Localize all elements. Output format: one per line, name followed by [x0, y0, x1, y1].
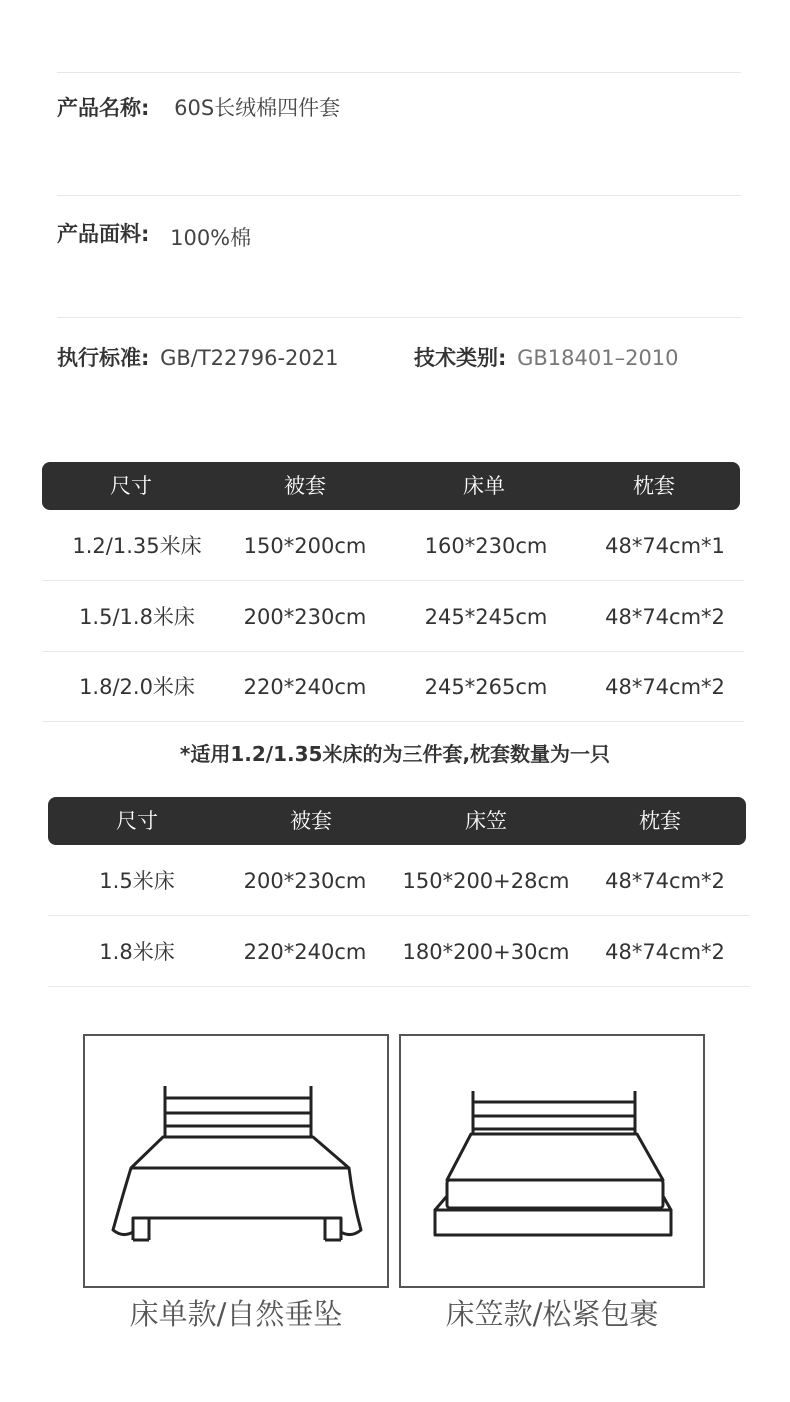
divider	[57, 317, 741, 318]
cell-size: 1.8/2.0米床	[79, 675, 195, 699]
tech-value: GB18401–2010	[517, 346, 679, 370]
fitted-sheet-illustration	[399, 1034, 705, 1288]
header-size: 尺寸	[116, 809, 158, 833]
cell-duvet: 200*230cm	[243, 869, 367, 893]
fitted-sheet-bed-icon	[401, 1036, 703, 1286]
row-divider	[42, 721, 744, 722]
cell-duvet: 150*200cm	[243, 534, 367, 558]
cell-pillowcase: 48*74cm*2	[605, 675, 725, 699]
fitted-table-header	[48, 797, 746, 845]
header-duvet: 被套	[284, 474, 326, 498]
flat-sheet-bed-icon	[85, 1036, 387, 1286]
tech-row	[414, 344, 679, 372]
cell-sheet: 160*230cm	[424, 534, 548, 558]
header-pillowcase: 枕套	[633, 474, 675, 498]
table-row	[42, 582, 744, 652]
header-fitted-sheet: 床笠	[465, 809, 507, 833]
cell-size: 1.5/1.8米床	[79, 605, 195, 629]
divider	[57, 195, 741, 196]
standard-label: 执行标准:	[57, 346, 150, 370]
row-divider	[42, 580, 744, 581]
cell-size: 1.2/1.35米床	[72, 534, 202, 558]
flat-sheet-caption: 床单款/自然垂坠	[129, 1297, 343, 1331]
divider	[57, 72, 741, 73]
fitted-sheet-caption: 床笠款/松紧包裹	[445, 1297, 659, 1331]
cell-pillowcase: 48*74cm*2	[605, 940, 725, 964]
header-size: 尺寸	[110, 474, 152, 498]
product-fabric-value: 100%棉	[170, 226, 252, 250]
cell-pillowcase: 48*74cm*2	[605, 869, 725, 893]
table-row	[48, 917, 750, 987]
size-table-header	[42, 462, 740, 510]
cell-sheet: 245*245cm	[424, 605, 548, 629]
header-duvet: 被套	[290, 809, 332, 833]
table-row	[42, 652, 744, 722]
standard-value: GB/T22796-2021	[160, 346, 339, 370]
cell-sheet: 245*265cm	[424, 675, 548, 699]
flat-sheet-illustration	[83, 1034, 389, 1288]
cell-size: 1.5米床	[99, 869, 175, 893]
cell-size: 1.8米床	[99, 940, 175, 964]
header-pillowcase: 枕套	[639, 809, 681, 833]
cell-duvet: 220*240cm	[243, 940, 367, 964]
row-divider	[48, 986, 750, 987]
cell-fitted-sheet: 180*200+30cm	[402, 940, 570, 964]
standard-row	[57, 344, 339, 372]
cell-pillowcase: 48*74cm*1	[605, 534, 725, 558]
three-piece-note: *适用1.2/1.35米床的为三件套,枕套数量为一只	[179, 742, 611, 766]
product-name-label: 产品名称:	[57, 96, 150, 120]
header-sheet: 床单	[463, 474, 505, 498]
cell-duvet: 220*240cm	[243, 675, 367, 699]
row-divider	[48, 915, 750, 916]
table-row	[48, 846, 750, 916]
table-row	[42, 511, 744, 581]
cell-pillowcase: 48*74cm*2	[605, 605, 725, 629]
product-fabric-row	[57, 220, 251, 248]
cell-duvet: 200*230cm	[243, 605, 367, 629]
product-name-value: 60S长绒棉四件套	[174, 96, 341, 120]
product-fabric-label: 产品面料:	[57, 222, 150, 246]
cell-fitted-sheet: 150*200+28cm	[402, 869, 570, 893]
tech-label: 技术类别:	[414, 346, 507, 370]
product-name-row	[57, 94, 340, 122]
